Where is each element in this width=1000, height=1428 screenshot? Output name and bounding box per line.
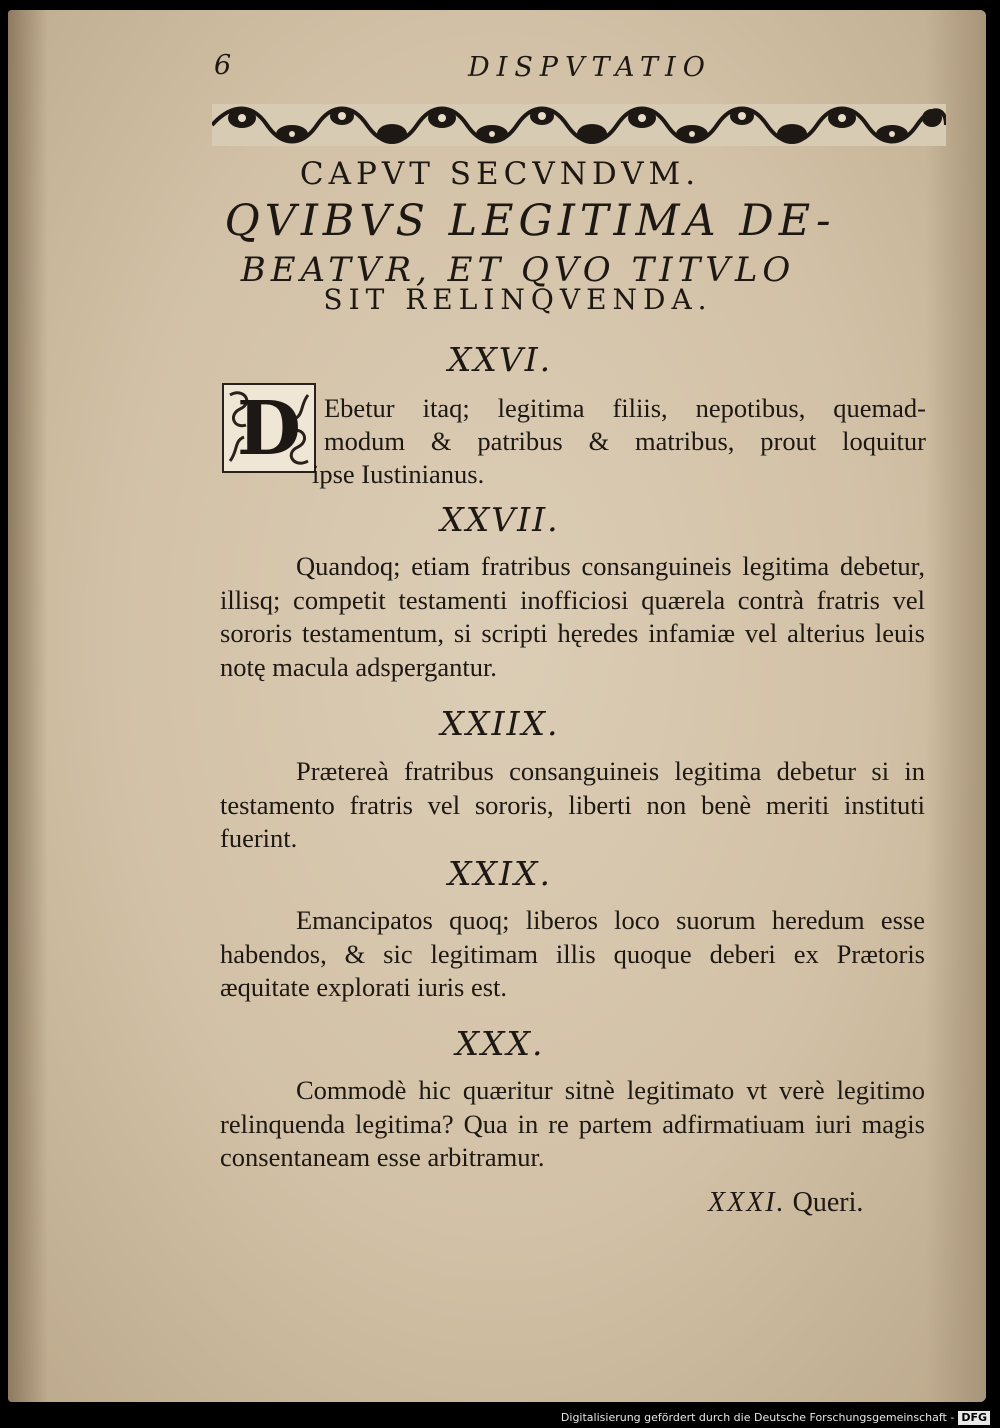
catchword <box>708 1187 863 1219</box>
chapter-title: CAPVT SECVNDVM. <box>299 156 701 192</box>
catchword-numeral: XXXI. <box>708 1187 786 1218</box>
chapter-heading-line-1: QVIBVS LEGITIMA DE- <box>224 196 836 246</box>
digitization-credit: Digitalisierung gefördert durch die Deutsche Forschungsgemeinschaft - <box>560 1411 955 1424</box>
section-numeral: XXIX. <box>447 854 552 893</box>
paragraph: Prætereà fratribus consanguineis legitima debetur si in testamento fratris vel sororis, liberti non benè meriti instituti fuerint. <box>220 756 925 853</box>
chapter-heading-line-2: BEATVR, ET QVO TITVLO <box>240 250 796 290</box>
digitization-credit-bar <box>0 1408 1000 1428</box>
running-head: DISPVTATIO <box>468 52 712 83</box>
initial-letter: D <box>236 386 302 472</box>
page-number: 6 <box>214 50 232 81</box>
paragraph: Commodè hic quæritur sitnè legitimato vt verè legitimo relinquenda legitima? Qua in re partem adfirmatiuam iuri magis consentaneam esse arbitramur. <box>220 1075 925 1172</box>
dfg-logo: DFG <box>958 1411 990 1425</box>
paragraph-line: modum & patribus & matribus, prout loquitur <box>324 426 926 456</box>
paragraph: Quandoq; etiam fratribus consanguineis legitima debetur, illisq; competit testamenti inofficiosi quærela contrà fratris vel sororis testamentum, si scripti hęredes infamiæ vel alterius leuis notę macula adspergantur. <box>220 551 925 682</box>
section-numeral: XXX. <box>455 1024 545 1063</box>
section-numeral: XXVI. <box>447 340 553 379</box>
catchword-word: Queri. <box>792 1187 864 1218</box>
chapter-heading-line-3: SIT RELINQVENDA. <box>323 283 713 316</box>
decorated-initial <box>222 383 316 473</box>
paragraph: Emancipatos quoq; liberos loco suorum heredum esse habendos, & sic legitimam illis quoque deberi ex Prætoris æquitate explorati iuris est. <box>220 905 925 1002</box>
paragraph-line: Ebetur itaq; legitima filiis, nepotibus, quemad- <box>324 393 926 423</box>
paragraph-line: ipse Iustinianus. <box>312 459 485 489</box>
section-numeral: XXVII. <box>440 500 560 539</box>
section-numeral: XXIIX. <box>440 704 560 743</box>
ornamental-headband <box>212 98 946 152</box>
